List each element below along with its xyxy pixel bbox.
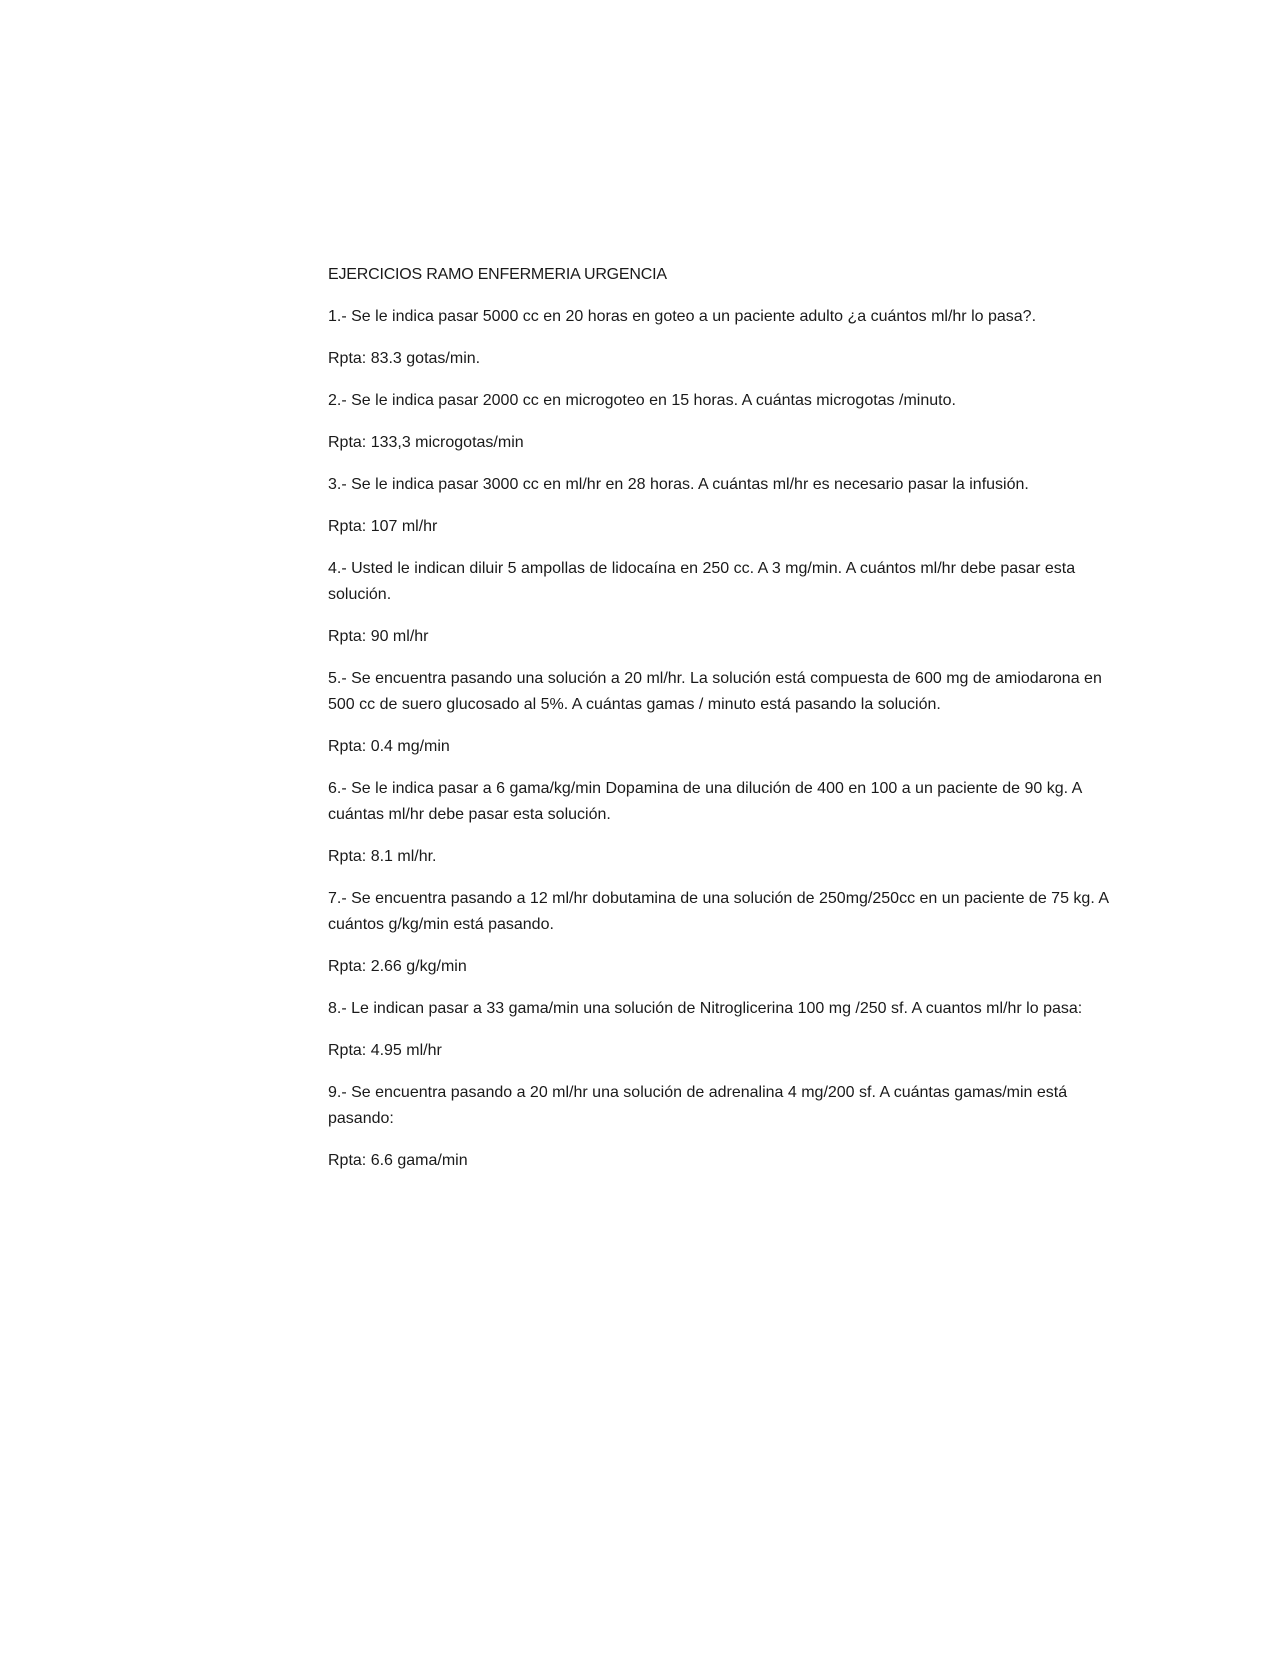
exercise-question: 4.- Usted le indican diluir 5 ampollas de lidocaína en 250 cc. A 3 mg/min. A cuántos ml/hr debe pasar esta solución.: [328, 560, 1076, 603]
exercise-question: 9.- Se encuentra pasando a 20 ml/hr una solución de adrenalina 4 mg/200 sf. A cuántas gamas/min está pasando:: [328, 1084, 1068, 1127]
exercise-answer: Rpta: 107 ml/hr: [328, 518, 438, 535]
exercise-question: 3.- Se le indica pasar 3000 cc en ml/hr en 28 horas. A cuántas ml/hr es necesario pasar la infusión.: [328, 476, 1029, 493]
exercise-answer: Rpta: 2.66 g/kg/min: [328, 958, 467, 975]
exercise-question: 5.- Se encuentra pasando una solución a 20 ml/hr. La solución está compuesta de 600 mg de amiodarona en 500 cc de suero glucosado al 5%. A cuántas gamas / minuto está pasando la solución.: [328, 670, 1102, 713]
exercise-6: [328, 776, 1118, 870]
exercise-answer: Rpta: 90 ml/hr: [328, 628, 429, 645]
exercise-question: 8.- Le indican pasar a 33 gama/min una solución de Nitroglicerina 100 mg /250 sf. A cuantos ml/hr lo pasa:: [328, 1000, 1083, 1017]
exercise-2: [328, 388, 1118, 456]
exercise-question: 2.- Se le indica pasar 2000 cc en microgoteo en 15 horas. A cuántas microgotas /minuto.: [328, 392, 956, 409]
exercise-question: 7.- Se encuentra pasando a 12 ml/hr dobutamina de una solución de 250mg/250cc en un paciente de 75 kg. A cuántos g/kg/min está pasando.: [328, 890, 1109, 933]
exercise-8: [328, 996, 1118, 1064]
exercise-9: [328, 1080, 1118, 1174]
exercise-4: [328, 556, 1118, 650]
exercise-5: [328, 666, 1118, 760]
exercise-question: 1.- Se le indica pasar 5000 cc en 20 horas en goteo a un paciente adulto ¿a cuántos ml/hr lo pasa?.: [328, 308, 1037, 325]
exercise-answer: Rpta: 6.6 gama/min: [328, 1152, 468, 1169]
exercise-answer: Rpta: 83.3 gotas/min.: [328, 350, 481, 367]
exercise-answer: Rpta: 0.4 mg/min: [328, 738, 450, 755]
exercise-answer: Rpta: 133,3 microgotas/min: [328, 434, 524, 451]
exercise-1: [328, 304, 1118, 372]
exercise-7: [328, 886, 1118, 980]
exercise-answer: Rpta: 4.95 ml/hr: [328, 1042, 442, 1059]
exercise-answer: Rpta: 8.1 ml/hr.: [328, 848, 437, 865]
document-body: [328, 262, 1118, 1190]
exercise-question: 6.- Se le indica pasar a 6 gama/kg/min Dopamina de una dilución de 400 en 100 a un paciente de 90 kg. A cuántas ml/hr debe pasar esta solución.: [328, 780, 1082, 823]
document-title: EJERCICIOS RAMO ENFERMERIA URGENCIA: [328, 266, 667, 283]
exercise-3: [328, 472, 1118, 540]
